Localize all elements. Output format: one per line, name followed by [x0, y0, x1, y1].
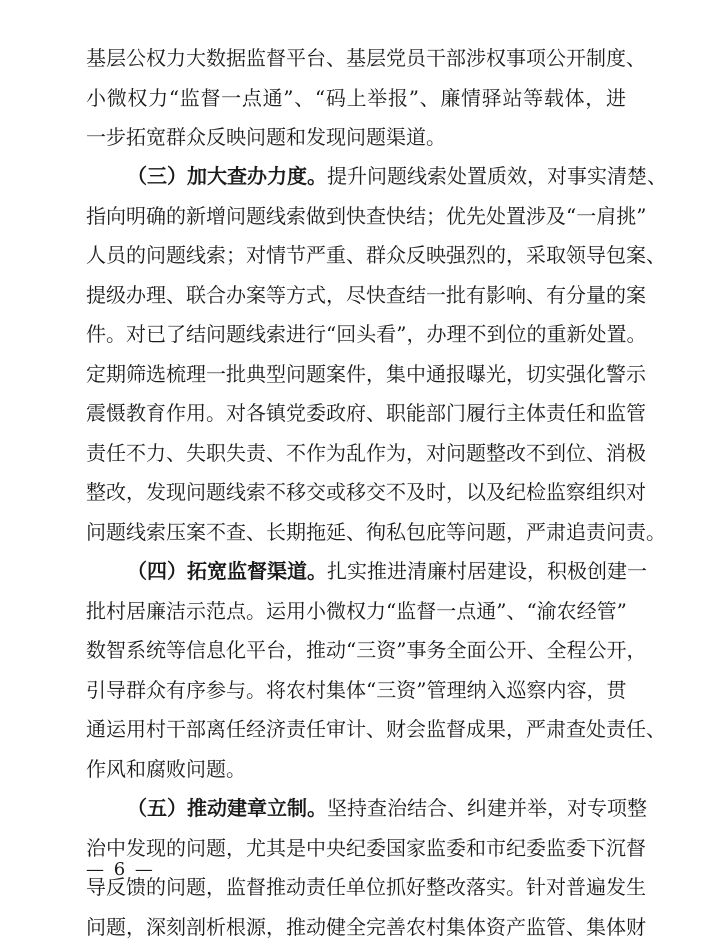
text-line: 一步拓宽群众反映问题和发现问题渠道。: [86, 125, 446, 149]
section-heading: （三）加大查办力度。: [127, 164, 327, 188]
text-line: 引导群众有序参与。将农村集体“三资”管理纳入巡察内容，贯: [86, 678, 627, 702]
text-span: 扎实推进清廉村居建设，积极创建一: [327, 559, 647, 583]
text-line: 指向明确的新增问题线索做到快查快结；优先处置涉及“一肩挑”: [86, 204, 647, 228]
text-line: 数智系统等信息化平台，推动“三资”事务全面公开、全程公开，: [86, 638, 647, 662]
text-line: 通运用村干部离任经济责任审计、财会监督成果，严肃查处责任、: [86, 717, 666, 741]
text-line: 治中发现的问题，尤其是中央纪委国家监委和市纪委监委下沉督: [86, 836, 646, 860]
text-line: 震慑教育作用。对各镇党委政府、职能部门履行主体责任和监管: [86, 401, 646, 425]
section-heading: （五）推动建章立制。: [127, 796, 327, 820]
text-line: 小微权力“监督一点通”、“码上举报”、廉情驿站等载体，进: [86, 86, 626, 110]
text-line: [127, 164, 667, 188]
text-line: 基层公权力大数据监督平台、基层党员干部涉权事项公开制度、: [86, 46, 646, 70]
text-line: 人员的问题线索；对情节严重、群众反映强烈的，采取领导包案、: [86, 243, 666, 267]
text-line: [127, 796, 647, 820]
text-line: 作风和腐败问题。: [86, 757, 246, 781]
text-line: 件。对已了结问题线索进行“回头看”，办理不到位的重新处置。: [86, 322, 647, 346]
page-number: — 6 —: [86, 859, 155, 880]
text-line: 提级办理、联合办案等方式，尽快查结一批有影响、有分量的案: [86, 283, 646, 307]
text-line: 问题，深刻剖析根源，推动健全完善农村集体资产监管、集体财: [86, 915, 646, 939]
text-line: 问题线索压案不查、长期拖延、徇私包庇等问题，严肃追责问责。: [86, 520, 666, 544]
text-line: 责任不力、失职失责、不作为乱作为，对问题整改不到位、消极: [86, 441, 646, 465]
text-line: 导反馈的问题，监督推动责任单位抓好整改落实。针对普遍发生: [86, 875, 646, 899]
text-line: 批村居廉洁示范点。运用小微权力“监督一点通”、“渝农经管”: [86, 599, 627, 623]
text-span: 提升问题线索处置质效，对事实清楚、: [327, 164, 667, 188]
text-line: 定期筛选梳理一批典型问题案件，集中通报曝光，切实强化警示: [86, 362, 646, 386]
text-span: 坚持查治结合、纠建并举，对专项整: [327, 796, 647, 820]
section-heading: （四）拓宽监督渠道。: [127, 559, 327, 583]
text-line: [127, 559, 647, 583]
text-line: 整改，发现问题线索不移交或移交不及时，以及纪检监察组织对: [86, 480, 646, 504]
